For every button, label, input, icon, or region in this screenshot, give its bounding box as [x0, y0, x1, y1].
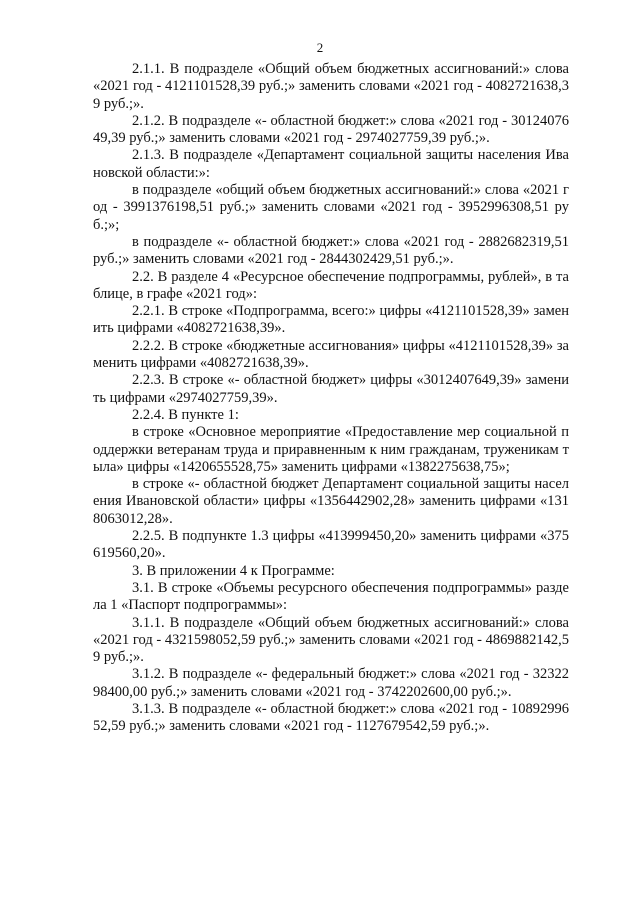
- paragraph-3-1-2: 3.1.2. В подразделе «- федеральный бюджет:» слова «2021 год - 3232298400,00 руб.;» заменить словами «2021 год - 3742202600,00 руб.;».: [93, 666, 569, 700]
- page-number: 2: [316, 40, 324, 55]
- paragraph-2-1-2: 2.1.2. В подразделе «- областной бюджет:» слова «2021 год - 3012407649,39 руб.;» заменить словами «2021 год - 2974027759,39 руб.;».: [93, 112, 569, 147]
- paragraph-2-2-2: 2.2.2. В строке «бюджетные ассигнования» цифры «4121101528,39» заменить цифрами «4082721638,39».: [93, 337, 569, 372]
- paragraph-2-1-3: 2.1.3. В подразделе «Департамент социальной защиты населения Ивановской области:»:: [93, 147, 569, 181]
- paragraph-2-2: 2.2. В разделе 4 «Ресурсное обеспечение подпрограммы, рублей», в таблице, в графе «2021 год»:: [93, 268, 569, 302]
- paragraph-3: 3. В приложении 4 к Программе:: [132, 562, 335, 579]
- paragraph-2-2-4-b: в строке «- областной бюджет Департамент социальной защиты населения Ивановской области» цифры «1356442902,28» заменить цифрами «1318063012,28».: [93, 476, 569, 527]
- paragraph-3-1-3: 3.1.3. В подразделе «- областной бюджет:» слова «2021 год - 1089299652,59 руб.;» заменить словами «2021 год - 1127679542,59 руб.;».: [93, 700, 569, 735]
- paragraph-3-1-1: 3.1.1. В подразделе «Общий объем бюджетных ассигнований:» слова «2021 год - 4321598052,59 руб.;» заменить словами «2021 год - 4869882142,59 руб.;».: [93, 614, 569, 666]
- paragraph-2-2-1: 2.2.1. В строке «Подпрограмма, всего:» цифры «4121101528,39» заменить цифрами «4082721638,39».: [93, 303, 569, 337]
- paragraph-2-1-3-b: в подразделе «- областной бюджет:» слова «2021 год - 2882682319,51 руб.;» заменить словами «2021 год - 2844302429,51 руб.;».: [93, 233, 569, 268]
- paragraph-2-1-1: 2.1.1. В подразделе «Общий объем бюджетных ассигнований:» слова «2021 год - 4121101528,39 руб.;» заменить словами «2021 год - 4082721638,39 руб.;».: [93, 61, 569, 112]
- paragraph-2-2-3: 2.2.3. В строке «- областной бюджет» цифры «3012407649,39» заменить цифрами «2974027759,39».: [93, 372, 569, 406]
- paragraph-3-1: 3.1. В строке «Объемы ресурсного обеспечения подпрограммы» раздела 1 «Паспорт подпрограммы»:: [93, 579, 569, 614]
- paragraph-2-2-5: 2.2.5. В подпункте 1.3 цифры «413999450,20» заменить цифрами «375619560,20».: [93, 528, 569, 562]
- paragraph-2-1-3-a: в подразделе «общий объем бюджетных ассигнований:» слова «2021 год - 3991376198,51 руб.;» заменить словами «2021 год - 3952996308,51 руб.;»;: [93, 182, 569, 233]
- paragraph-2-2-4: 2.2.4. В пункте 1:: [132, 406, 239, 423]
- document-body: [93, 61, 569, 736]
- paragraph-2-2-4-a: в строке «Основное мероприятие «Предоставление мер социальной поддержки ветеранам труда и приравненным к ним гражданам, труженикам тыла» цифры «1420655528,75» заменить цифрами «1382275638,75»;: [93, 424, 569, 475]
